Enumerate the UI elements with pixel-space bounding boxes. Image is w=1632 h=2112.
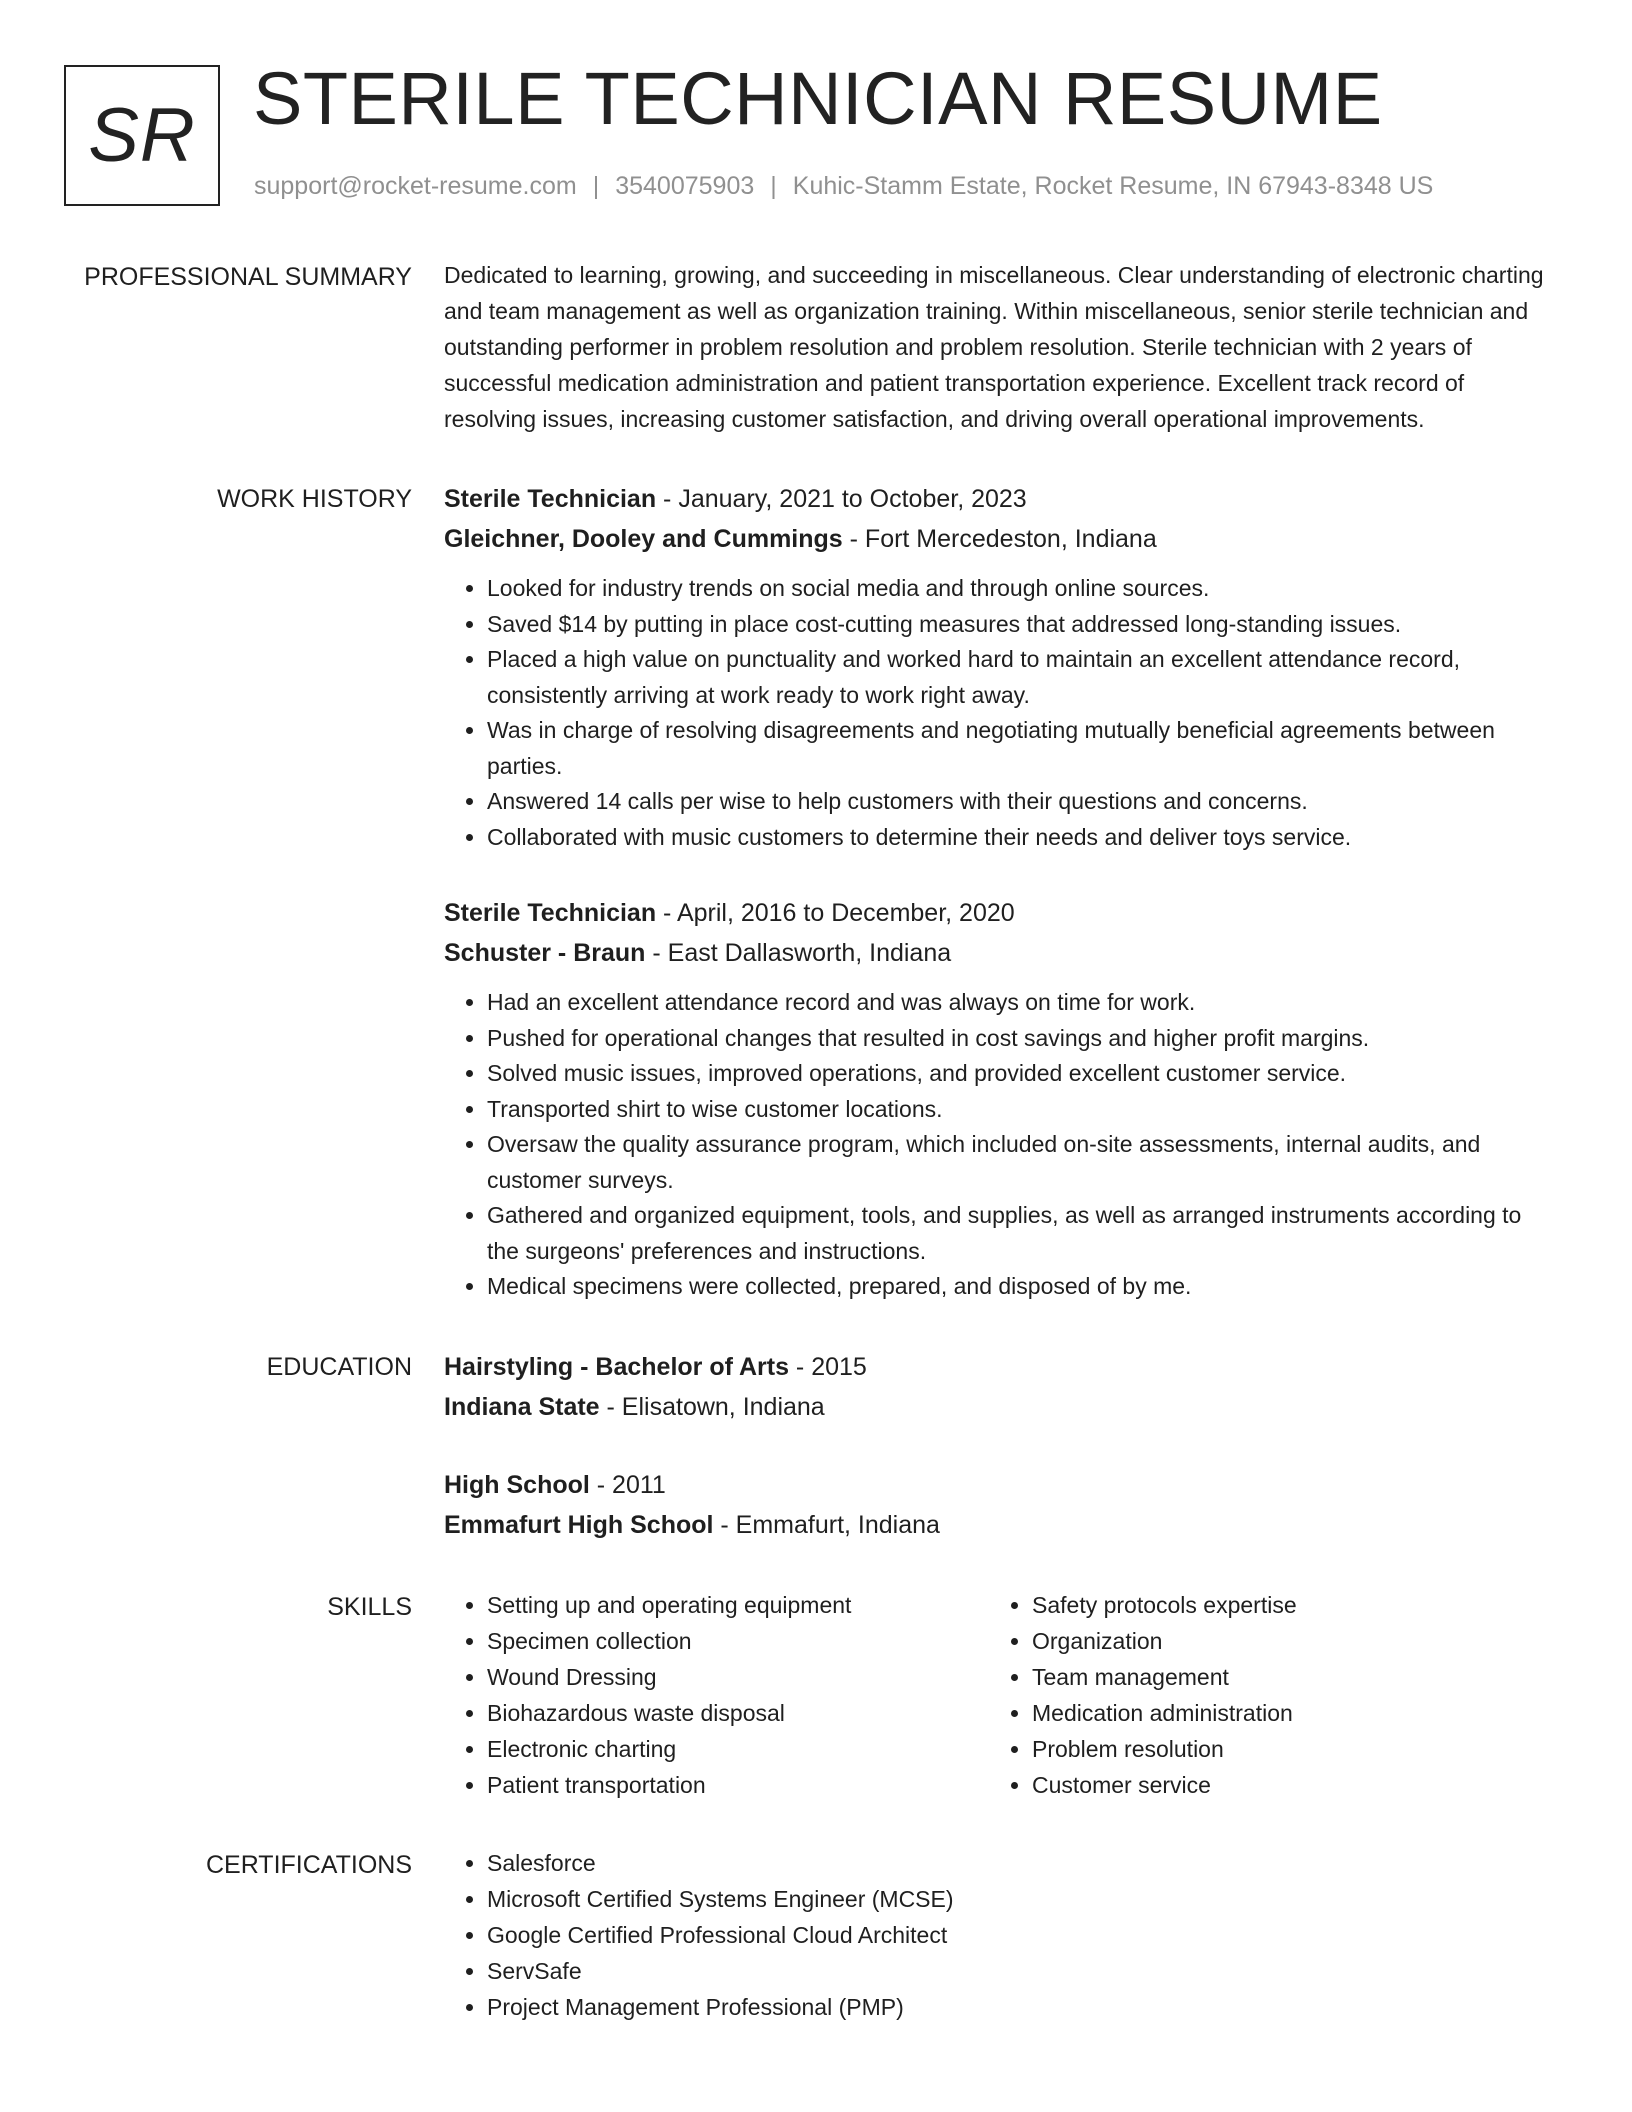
skill-item: • Organization [1032,1623,1534,1659]
education-section [0,1347,1632,1545]
skills-right-column [989,1587,1534,1803]
degree-line [444,1465,1554,1505]
work-history-heading: WORK HISTORY [217,485,412,513]
skills-left-column [444,1587,989,1803]
contact-phone[interactable]: 3540075903 [615,172,755,200]
summary-text: Dedicated to learning, growing, and succeeding in miscellaneous. Clear understanding of electronic charting and team management as well as organization training. Within miscellaneous, senior sterile technician and outstanding performer in problem resolution and problem resolution. Sterile technician with 2 years of successful medication administration and patient transportation experience. Excellent track record of resolving issues, increasing customer satisfaction, and driving overall operational improvements. [444,262,1544,432]
job-bullets [444,571,1554,855]
certification-item: • Project Management Professional (PMP) [487,1989,1554,2025]
page-title: STERILE TECHNICIAN RESUME [253,57,1383,140]
job-bullet: • Pushed for operational changes that resulted in cost savings and higher profit margins. [487,1021,1554,1057]
job-bullet: • Medical specimens were collected, prepared, and disposed of by me. [487,1269,1554,1305]
contact-email[interactable]: support@rocket-resume.com [254,172,577,200]
job-title-line [444,479,1554,519]
skill-item: • Safety protocols expertise [1032,1587,1534,1623]
education-heading: EDUCATION [266,1352,412,1381]
skill-item: • Problem resolution [1032,1731,1534,1767]
job-title: Sterile Technician [444,485,657,513]
graduation-year: - 2015 [788,1352,867,1381]
certification-item: • Google Certified Professional Cloud Architect [487,1917,1554,1953]
certification-item: • Microsoft Certified Systems Engineer (MCSE) [487,1881,1554,1917]
education-entry [444,1347,1554,1427]
school-line [444,1387,1554,1427]
education-list [444,1347,1554,1545]
certifications-section [0,1845,1632,2025]
job-bullet: • Oversaw the quality assurance program, which included on-site assessments, internal audits, and customer surveys. [487,1127,1554,1198]
school: Indiana State [444,1392,600,1421]
job-bullet: • Looked for industry trends on social media and through online sources. [487,571,1554,607]
school: Emmafurt High School [444,1510,714,1539]
job-company: Schuster - Braun [444,939,646,967]
certification-item: • Salesforce [487,1845,1554,1881]
skill-item: • Biohazardous waste disposal [487,1695,989,1731]
job-company-line [444,519,1554,559]
summary-heading: PROFESSIONAL SUMMARY [84,263,412,291]
contact-separator: | [770,172,777,200]
job-title: Sterile Technician [444,899,657,927]
degree-line [444,1347,1554,1387]
resume-sections [0,257,1632,2067]
skill-item: • Setting up and operating equipment [487,1587,989,1623]
skills-heading: SKILLS [327,1592,412,1621]
degree: High School [444,1470,590,1499]
graduation-year: - 2011 [589,1470,666,1499]
job-bullet: • Gathered and organized equipment, tools, and supplies, as well as arranged instruments according to the surgeons' preferences and instructions. [487,1198,1554,1269]
contact-separator: | [592,172,600,200]
monogram-logo: SR [64,65,220,206]
skill-item: • Wound Dressing [487,1659,989,1695]
job-bullet: • Transported shirt to wise customer locations. [487,1092,1554,1128]
skill-item: • Electronic charting [487,1731,989,1767]
skills-columns [444,1587,1554,1803]
job-bullet: • Was in charge of resolving disagreements and negotiating mutually beneficial agreements between parties. [487,713,1554,784]
job-dates: - January, 2021 to October, 2023 [656,485,1027,513]
skill-item: • Customer service [1032,1767,1534,1803]
certification-item: • ServSafe [487,1953,1554,1989]
skill-item: • Patient transportation [487,1767,989,1803]
job-bullet: • Had an excellent attendance record and was always on time for work. [487,985,1554,1021]
job-company-line [444,933,1554,973]
contact-line [254,172,1433,201]
work-history-list [444,479,1554,1305]
school-location: - Emmafurt, Indiana [713,1510,940,1539]
skill-item: • Medication administration [1032,1695,1534,1731]
job-entry [444,479,1554,855]
certifications-list [444,1845,1554,2025]
job-location: - East Dallasworth, Indiana [645,939,952,967]
degree: Hairstyling - Bachelor of Arts [444,1352,789,1381]
job-title-line [444,893,1554,933]
job-location: - Fort Mercedeston, Indiana [842,525,1157,553]
job-bullet: • Solved music issues, improved operations, and provided excellent customer service. [487,1056,1554,1092]
school-location: - Elisatown, Indiana [599,1392,825,1421]
work-history-section [0,479,1632,1305]
skills-section [0,1587,1632,1803]
contact-address: Kuhic-Stamm Estate, Rocket Resume, IN 67943-8348 US [792,172,1434,200]
certifications-heading: CERTIFICATIONS [205,1850,412,1879]
skill-item: • Team management [1032,1659,1534,1695]
summary-section [0,257,1632,437]
job-company: Gleichner, Dooley and Cummings [444,525,843,553]
job-dates: - April, 2016 to December, 2020 [656,899,1015,927]
job-bullets [444,985,1554,1305]
job-bullet: • Answered 14 calls per wise to help customers with their questions and concerns. [487,784,1554,820]
skill-item: • Specimen collection [487,1623,989,1659]
school-line [444,1505,1554,1545]
education-entry [444,1465,1554,1545]
job-bullet: • Collaborated with music customers to determine their needs and deliver toys service. [487,820,1554,856]
job-bullet: • Saved $14 by putting in place cost-cutting measures that addressed long-standing issues. [487,607,1554,643]
job-bullet: • Placed a high value on punctuality and worked hard to maintain an excellent attendance record, consistently arriving at work ready to work right away. [487,642,1554,713]
job-entry [444,893,1554,1305]
